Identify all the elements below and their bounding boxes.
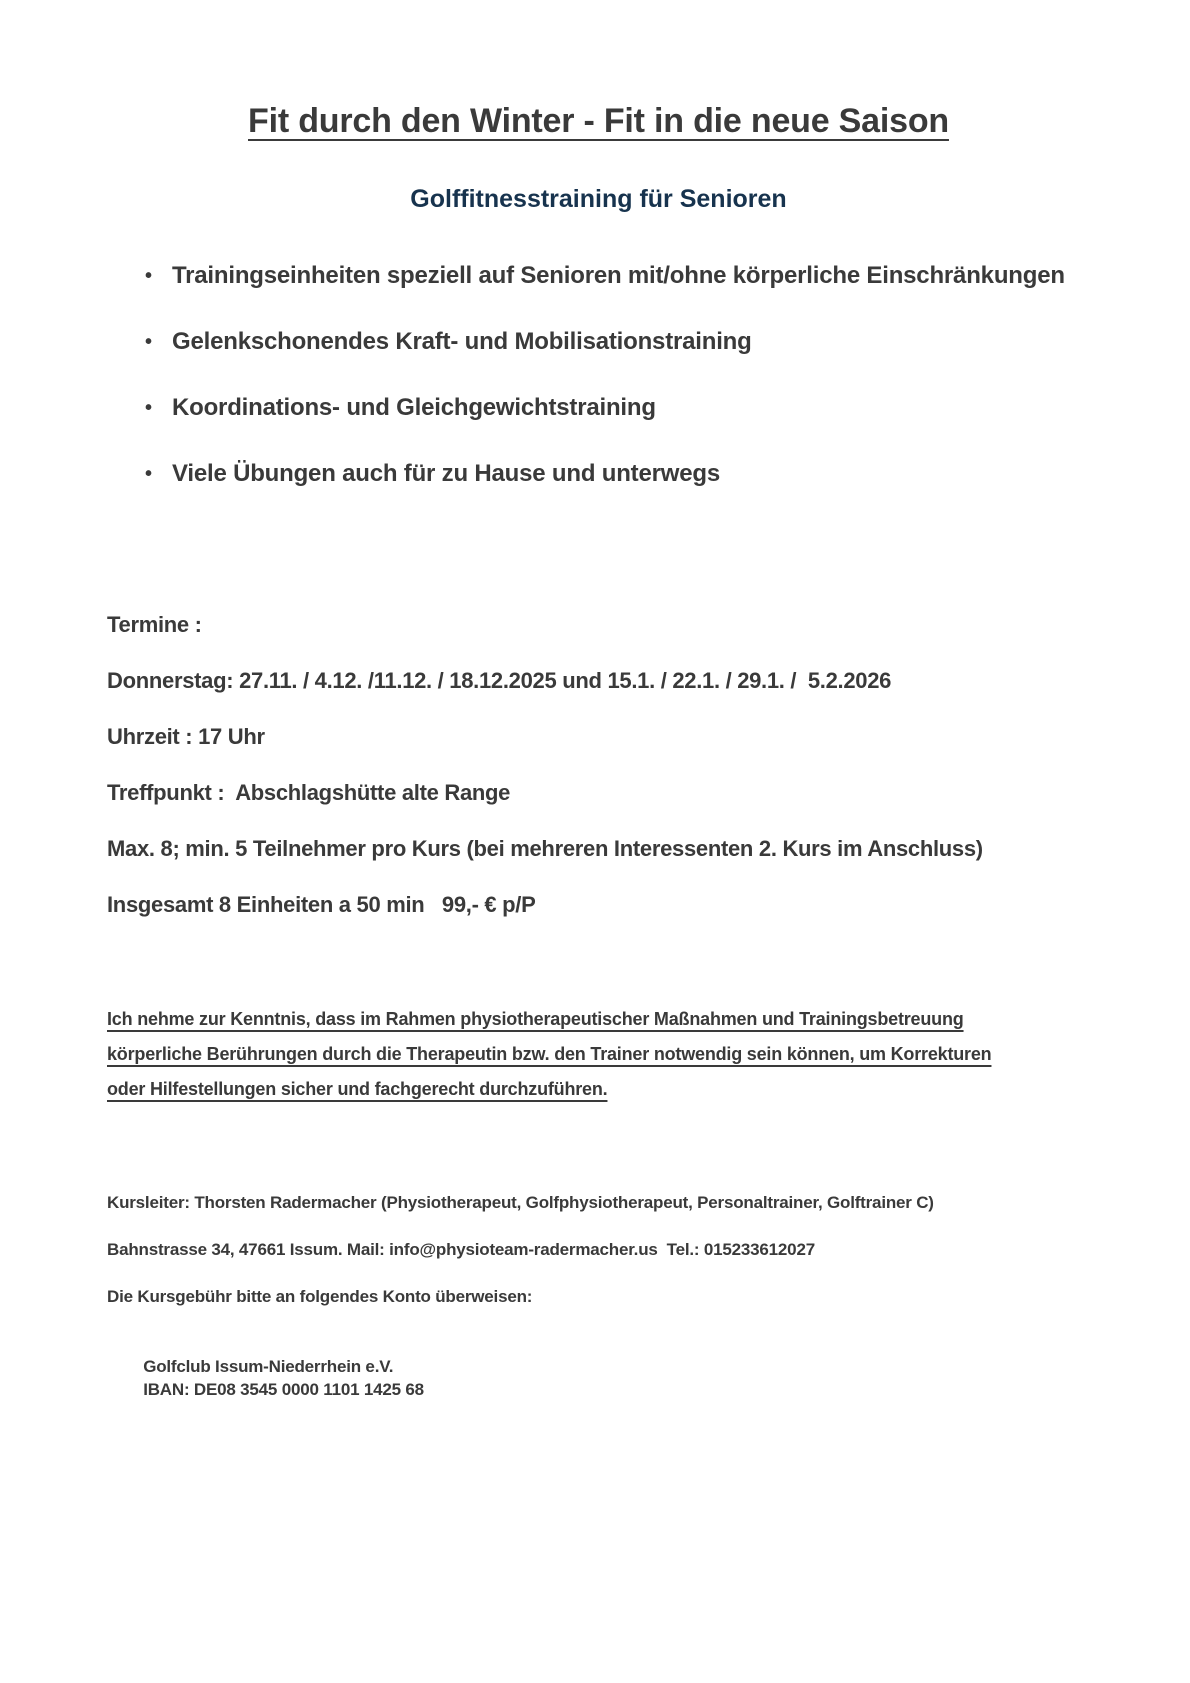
bullet-icon: •	[145, 265, 152, 287]
feature-list	[145, 250, 1090, 500]
termine-heading: Termine :	[107, 612, 202, 637]
list-item	[145, 250, 1090, 302]
list-item-text: Koordinations- und Gleichgewichtstraining	[172, 394, 656, 421]
consent-disclaimer	[107, 1002, 1090, 1107]
list-item	[145, 382, 1090, 434]
bullet-icon: •	[145, 331, 152, 353]
list-item-text: Gelenkschonendes Kraft- und Mobilisationstraining	[172, 328, 752, 355]
page-subtitle: Golffitnesstraining für Senioren	[410, 185, 787, 213]
instructor-line: Kursleiter: Thorsten Radermacher (Physiotherapeut, Golfphysiotherapeut, Personaltrainer, Golftrainer C)	[107, 1193, 934, 1212]
dates-line: Donnerstag: 27.11. / 4.12. /11.12. / 18.12.2025 und 15.1. / 22.1. / 29.1. / 5.2.2026	[107, 668, 892, 693]
participants-line: Max. 8; min. 5 Teilnehmer pro Kurs (bei mehreren Interessenten 2. Kurs im Anschluss)	[107, 836, 983, 861]
page-title: Fit durch den Winter - Fit in die neue Saison	[248, 102, 949, 140]
disclaimer-line: oder Hilfestellungen sicher und fachgerecht durchzuführen.	[107, 1079, 608, 1099]
disclaimer-line: Ich nehme zur Kenntnis, dass im Rahmen physiotherapeutischer Maßnahmen und Trainingsbetreuung	[107, 1009, 964, 1029]
bullet-icon: •	[145, 463, 152, 485]
time-line: Uhrzeit : 17 Uhr	[107, 724, 265, 749]
price-line: Insgesamt 8 Einheiten a 50 min 99,- € p/P	[107, 892, 536, 917]
contact-line: Bahnstrasse 34, 47661 Issum. Mail: info@physioteam-radermacher.us Tel.: 015233612027	[107, 1240, 815, 1259]
list-item-text: Trainingseinheiten speziell auf Senioren mit/ohne körperliche Einschränkungen	[172, 262, 1065, 289]
list-item	[145, 448, 1090, 500]
club-name: Golfclub Issum-Niederrhein e.V.	[143, 1357, 394, 1376]
list-item-text: Viele Übungen auch für zu Hause und unterwegs	[172, 460, 720, 487]
bullet-icon: •	[145, 397, 152, 419]
meeting-point-line: Treffpunkt : Abschlagshütte alte Range	[107, 780, 511, 805]
bank-details-line	[107, 1332, 1090, 1424]
document-content	[0, 102, 1190, 1424]
list-item	[145, 316, 1090, 368]
disclaimer-line: körperliche Berührungen durch die Therapeutin bzw. den Trainer notwendig sein können, um Korrekturen	[107, 1044, 992, 1064]
payment-note-line: Die Kursgebühr bitte an folgendes Konto überweisen:	[107, 1287, 533, 1306]
instructor-info	[107, 1191, 1090, 1424]
iban-number: IBAN: DE08 3545 0000 1101 1425 68	[143, 1380, 424, 1399]
schedule-details	[107, 610, 1090, 920]
